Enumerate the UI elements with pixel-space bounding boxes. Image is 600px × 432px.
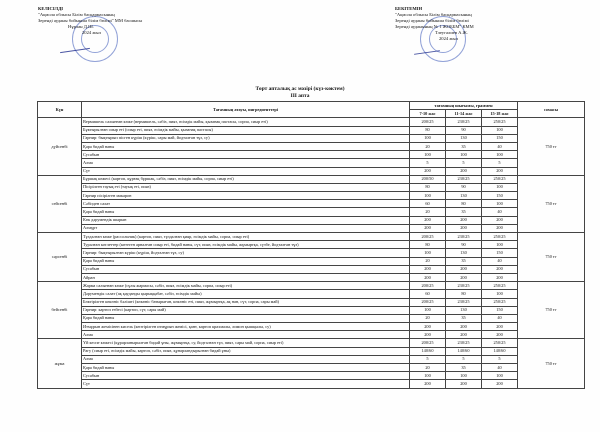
column-header-age-15-18: 15-18 жас (482, 110, 518, 118)
dish-cell: Алма (82, 331, 410, 339)
price-cell: 750 тг (518, 339, 585, 388)
approval-block-left (38, 6, 142, 36)
portion-11-14-cell: 130 (446, 306, 482, 314)
portion-11-14-cell: 140/60 (446, 347, 482, 355)
dish-cell: Бұктырылған сиыр еті (сиыр еті, пияз, өсімдік майы, қызанақ пастасы) (82, 126, 410, 134)
table-row (38, 159, 585, 167)
table-row (38, 290, 585, 298)
table-row (38, 241, 585, 249)
table-row (38, 224, 585, 232)
portion-7-10-cell: 60 (410, 200, 446, 208)
table-row (38, 192, 585, 200)
dish-cell: Тұздалған көже (рассольник) (картоп, пияз, тұздалған қияр, өсімдік майы, сорпа, сиыр еті) (82, 233, 410, 241)
table-row (38, 257, 585, 265)
dish-cell: Сүт (82, 167, 410, 175)
approval-left-line: "Ақмола облысы Білім басқармасының (38, 12, 115, 17)
portion-15-18-cell: 140/60 (482, 347, 518, 355)
dish-cell: Туралған котлеттер (көтеген арналған сиыр еті, бидай наны, сүт, пияз, өсімдік майы, жұмыртқа, сүзбе, йодталған тұз) (82, 241, 410, 249)
dish-cell: Алма (82, 159, 410, 167)
portion-7-10-cell: 20 (410, 208, 446, 216)
portion-11-14-cell: 90 (446, 241, 482, 249)
table-row (38, 233, 585, 241)
portion-11-14-cell: 130 (446, 134, 482, 142)
portion-7-10-cell: 80 (410, 183, 446, 191)
portion-11-14-cell: 35 (446, 257, 482, 265)
portion-11-14-cell: 80 (446, 200, 482, 208)
portion-7-10-cell: 140/60 (410, 347, 446, 355)
dish-cell: Қара бидай наны (82, 364, 410, 372)
portion-15-18-cell: 250/25 (482, 175, 518, 183)
portion-7-10-cell: 200 (410, 273, 446, 281)
portion-11-14-cell: 5 (446, 159, 482, 167)
portion-7-10-cell: 100 (410, 134, 446, 142)
dish-cell: Гарнир: картоп езбесі (картоп, сүт, сары май) (82, 306, 410, 314)
portion-11-14-cell: 90 (446, 126, 482, 134)
portion-11-14-cell: 200 (446, 273, 482, 281)
portion-15-18-cell: 150 (482, 134, 518, 142)
table-row (38, 355, 585, 363)
portion-15-18-cell: 200 (482, 167, 518, 175)
dish-cell: Жарма салынған көже (сұлы жармасы, сәбіз, пияз, өсімдік майы, сорпа, сиыр еті) (82, 282, 410, 290)
portion-7-10-cell: 200/25 (410, 298, 446, 306)
dish-cell: Сусабын (82, 265, 410, 273)
dish-cell: Гарнир: бықтырып пісген күріш (күріш, сары май, йодталған тұз, су) (82, 134, 410, 142)
table-row (38, 265, 585, 273)
portion-11-14-cell: 200 (446, 224, 482, 232)
portion-11-14-cell: 130 (446, 192, 482, 200)
portion-7-10-cell: 60 (410, 290, 446, 298)
table-row (38, 372, 585, 380)
table-row (38, 306, 585, 314)
portion-11-14-cell: 230/25 (446, 298, 482, 306)
portion-7-10-cell: 20 (410, 314, 446, 322)
portion-15-18-cell: 100 (482, 372, 518, 380)
portion-7-10-cell: 200/25 (410, 282, 446, 290)
table-row (38, 380, 585, 388)
table-row (38, 118, 585, 126)
portion-15-18-cell: 150 (482, 192, 518, 200)
approval-right-line: Зеренді ауданы бойынша білім бөлімі (395, 18, 469, 23)
portion-11-14-cell: 200 (446, 380, 482, 388)
portion-7-10-cell: 200/25 (410, 339, 446, 347)
portion-15-18-cell: 200 (482, 380, 518, 388)
column-header-dish: Тағамның атауы, ингредиенттері (82, 102, 410, 118)
dish-cell: Қара бидай наны (82, 208, 410, 216)
portion-7-10-cell: 100 (410, 192, 446, 200)
approval-right-heading: БЕКІТЕМІН (395, 6, 423, 11)
day-cell: сәрсенбі (38, 233, 82, 282)
portion-7-10-cell: 200 (410, 167, 446, 175)
dish-cell: Вермишель салынған көже (вермишель, сәбіз, пияз, өсімдік майы, қызанақ пастасы, сорпа, сиыр еті) (82, 118, 410, 126)
dish-cell: Айран (82, 273, 410, 281)
table-header-row (38, 102, 585, 110)
price-cell: 750 тг (518, 233, 585, 282)
table-row (38, 298, 585, 306)
day-cell: бейсенбі (38, 282, 82, 339)
portion-7-10-cell: 200 (410, 216, 446, 224)
table-row (38, 126, 585, 134)
portion-7-10-cell: 20 (410, 257, 446, 265)
portion-7-10-cell: 200 (410, 323, 446, 331)
portion-11-14-cell: 200 (446, 265, 482, 273)
table-row (38, 249, 585, 257)
portion-11-14-cell: 35 (446, 208, 482, 216)
portion-7-10-cell: 20 (410, 364, 446, 372)
dish-cell: Алмұрт (82, 224, 410, 232)
portion-15-18-cell: 200 (482, 224, 518, 232)
table-row (38, 273, 585, 281)
table-row (38, 323, 585, 331)
dish-cell: Сәбізден салат (82, 200, 410, 208)
portion-15-18-cell: 100 (482, 183, 518, 191)
portion-15-18-cell: 5 (482, 159, 518, 167)
portion-15-18-cell: 250/25 (482, 282, 518, 290)
dish-cell: Көк дәрумендік шырын (82, 216, 410, 224)
portion-11-14-cell: 80 (446, 290, 482, 298)
table-row (38, 314, 585, 322)
portion-11-14-cell: 230/25 (446, 233, 482, 241)
portion-11-14-cell: 5 (446, 355, 482, 363)
approval-block-right (395, 6, 474, 42)
portion-15-18-cell: 40 (482, 208, 518, 216)
day-cell: жұма (38, 339, 82, 388)
portion-7-10-cell: 80 (410, 241, 446, 249)
portion-15-18-cell: 250/25 (482, 118, 518, 126)
approval-right-signer: Тлеугалиев А.Ж. (435, 30, 468, 35)
portion-15-18-cell: 200 (482, 323, 518, 331)
approval-left-heading: КЕЛІСІЛДІ (38, 6, 64, 11)
table-row (38, 183, 585, 191)
table-row (38, 142, 585, 150)
portion-11-14-cell: 230/25 (446, 339, 482, 347)
portion-15-18-cell: 150 (482, 306, 518, 314)
portion-7-10-cell: 100 (410, 372, 446, 380)
approval-left-line: Зеренді ауданы бойынша білім бөлімі" ММ басшысы (38, 18, 143, 23)
approval-right-date: 2024 жыл (439, 36, 458, 41)
dish-cell: Бөктірілген көкөніс бәлішті (көкөніс батырыған, көкөніс еті, пияз, жұмыртқа, ақ нан, сүт, сорпа, сары май) (82, 298, 410, 306)
dish-cell: Сусабын (82, 372, 410, 380)
portion-15-18-cell: 100 (482, 241, 518, 249)
dish-cell: Дәрумендік салат (ақ қауданды қырыққабат, сәбіз, өсімдік майы) (82, 290, 410, 298)
dish-cell: Қара бидай наны (82, 314, 410, 322)
portion-15-18-cell: 40 (482, 364, 518, 372)
portion-15-18-cell: 100 (482, 200, 518, 208)
portion-7-10-cell: 100 (410, 151, 446, 159)
portion-15-18-cell: 40 (482, 314, 518, 322)
table-row (38, 331, 585, 339)
dish-cell: Гарнир: бықтырылған күріш (күріш, йодталған тұз, су) (82, 249, 410, 257)
day-cell: сейсенбі (38, 175, 82, 232)
portion-7-10-cell: 200/50 (410, 175, 446, 183)
portion-11-14-cell: 35 (446, 364, 482, 372)
portion-11-14-cell: 230/25 (446, 282, 482, 290)
portion-11-14-cell: 200 (446, 331, 482, 339)
column-header-day: Күн (38, 102, 82, 118)
portion-15-18-cell: 100 (482, 126, 518, 134)
price-cell: 750 тг (518, 175, 585, 232)
portion-15-18-cell: 40 (482, 142, 518, 150)
portion-7-10-cell: 200 (410, 380, 446, 388)
table-row (38, 175, 585, 183)
portion-7-10-cell: 20 (410, 142, 446, 150)
approval-left-signer: Нұрлан Д.Ш. (68, 24, 94, 29)
table-row (38, 216, 585, 224)
portion-15-18-cell: 250/25 (482, 233, 518, 241)
dish-cell: Қара бидай наны (82, 257, 410, 265)
portion-7-10-cell: 200 (410, 265, 446, 273)
portion-11-14-cell: 130 (446, 249, 482, 257)
portion-15-18-cell: 200 (482, 216, 518, 224)
portion-15-18-cell: 100 (482, 290, 518, 298)
portion-15-18-cell: 5 (482, 355, 518, 363)
portion-7-10-cell: 100 (410, 249, 446, 257)
table-row (38, 282, 585, 290)
portion-15-18-cell: 200 (482, 331, 518, 339)
portion-11-14-cell: 230/25 (446, 118, 482, 126)
portion-11-14-cell: 200 (446, 216, 482, 224)
portion-11-14-cell: 100 (446, 372, 482, 380)
dish-cell: Сусабын (82, 151, 410, 159)
table-row (38, 208, 585, 216)
portion-11-14-cell: 200 (446, 323, 482, 331)
dish-cell: Үй кеспе көжесі (құрарланырылған бидай ұны, жұмыртқа, су, йодталған тұз, пияз, сары май, сорпа, сиыр еті) (82, 339, 410, 347)
dish-cell: Сүт (82, 380, 410, 388)
portion-7-10-cell: 80 (410, 126, 446, 134)
portion-15-18-cell: 200 (482, 273, 518, 281)
portion-11-14-cell: 200 (446, 167, 482, 175)
column-header-price: сомасы (518, 102, 585, 118)
table-row (38, 364, 585, 372)
dish-cell: Пісірілген тауық еті (тауық еті, пияз) (82, 183, 410, 191)
portion-7-10-cell: 100 (410, 306, 446, 314)
portion-15-18-cell: 250/25 (482, 298, 518, 306)
portion-11-14-cell: 35 (446, 314, 482, 322)
portion-7-10-cell: 5 (410, 355, 446, 363)
dish-cell: Қара бидай наны (82, 142, 410, 150)
table-row (38, 151, 585, 159)
day-cell: дүйсенбі (38, 118, 82, 175)
dish-cell: Рагу (сиыр еті, өсімдік майы, картоп, сәбіз, пияз, құнарландырылған бидай ұны) (82, 347, 410, 355)
approval-right-line: "Ақмола облысы Білім басқармасының (395, 12, 472, 17)
table-row (38, 347, 585, 355)
approval-left-date: 2024 жыл (82, 30, 101, 35)
portion-15-18-cell: 200 (482, 265, 518, 273)
menu-title: Төрт апталық ас мәзірі (күз-көктем) (255, 86, 345, 92)
table-row (38, 339, 585, 347)
dish-cell: Гарнир пісірілген макарон (82, 192, 410, 200)
portion-11-14-cell: 35 (446, 142, 482, 150)
table-row (38, 167, 585, 175)
portion-15-18-cell: 40 (482, 257, 518, 265)
menu-week: III апта (290, 93, 310, 99)
portion-15-18-cell: 250/25 (482, 339, 518, 347)
dish-cell: Алма (82, 355, 410, 363)
portion-7-10-cell: 200/25 (410, 233, 446, 241)
dish-cell: Бұршақ көжесі (картоп, құрғақ бұршақ, сәбіз, пияз, өсімдік майы, сорпа, сиыр еті) (82, 175, 410, 183)
column-header-age-11-14: 11-14 жас (446, 110, 482, 118)
portion-7-10-cell: 5 (410, 159, 446, 167)
portion-15-18-cell: 100 (482, 151, 518, 159)
portion-7-10-cell: 200 (410, 224, 446, 232)
portion-11-14-cell: 100 (446, 151, 482, 159)
portion-11-14-cell: 90 (446, 183, 482, 191)
portion-7-10-cell: 200 (410, 331, 446, 339)
column-header-age-7-10: 7-10 жас (410, 110, 446, 118)
menu-table-body (38, 118, 585, 388)
price-cell: 750 тг (518, 118, 585, 175)
portion-11-14-cell: 230/25 (446, 175, 482, 183)
column-header-portion: тағамның шығымы, граммен (410, 102, 518, 110)
portion-15-18-cell: 150 (482, 249, 518, 257)
approval-right-line: Зеренді ауданының № 1 ЖОББМ" КММ (395, 24, 474, 29)
portion-7-10-cell: 200/25 (410, 118, 446, 126)
menu-table (37, 101, 585, 389)
price-cell: 750 тг (518, 282, 585, 339)
dish-cell: Итмұрын жемісінен кисель (кептірілген итмұрын жемісі, қант, картоп крахмалы, лимон қышқылы, су) (82, 323, 410, 331)
table-row (38, 134, 585, 142)
table-row (38, 200, 585, 208)
